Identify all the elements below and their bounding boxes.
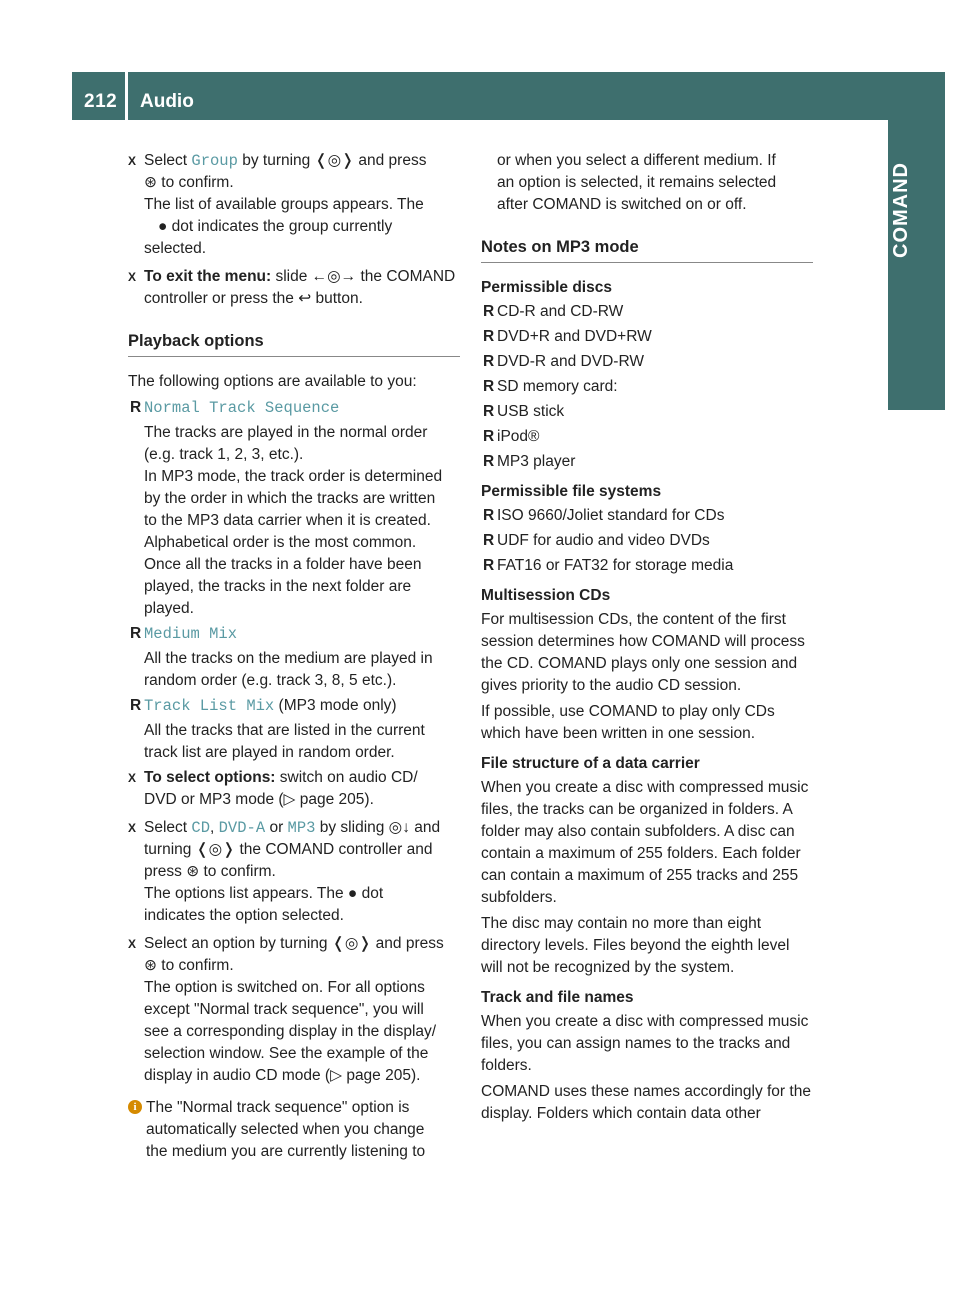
left-column bbox=[128, 150, 460, 1163]
section-title: Audio bbox=[140, 91, 194, 112]
step-arrow-icon: X bbox=[128, 771, 137, 785]
step-arrow-icon: X bbox=[128, 821, 137, 835]
option-medium-desc: All the tracks on the medium are played in random order (e.g. track 3, 8, 5 etc.). bbox=[144, 650, 433, 689]
step-arrow-icon: X bbox=[128, 937, 137, 951]
right-column bbox=[481, 150, 813, 1129]
step-select-option: X Select an option by turning ❬◎❭ and press ⊛ to confirm. The option is switched on. For all options except "Normal track sequence", you will see a corresponding display in the display/ selection window. See the example of the display in audio CD mode (▷ page 205). bbox=[128, 935, 444, 1084]
heading-track-names: Track and file names bbox=[481, 989, 634, 1006]
option-medium-mix: R Medium Mix bbox=[130, 625, 238, 643]
step-exit-menu: X To exit the menu: slide ←◎→ the COMAND controller or press the ↩ button. bbox=[128, 268, 456, 307]
list-item: R CD-R and CD-RW bbox=[483, 303, 624, 320]
step-arrow-icon: X bbox=[128, 154, 137, 168]
heading-file-structure: File structure of a data carrier bbox=[481, 755, 700, 772]
page-header-bar bbox=[72, 72, 888, 120]
list-item: R SD memory card: bbox=[483, 378, 618, 395]
side-tab-label: COMAND bbox=[890, 162, 912, 258]
info-icon: i bbox=[128, 1100, 142, 1114]
list-item: R DVD-R and DVD-RW bbox=[483, 353, 644, 370]
structure-text-2: The disc may contain no more than eight directory levels. Files beyond the eighth level will not be recognized by the system. bbox=[481, 915, 790, 976]
multisession-text-2: If possible, use COMAND to play only CDs which have been written in one session. bbox=[481, 703, 775, 742]
multisession-text-1: For multisession CDs, the content of the first session determines how COMAND will process the CD. COMAND plays only one session and gives priority to the audio CD session. bbox=[481, 611, 805, 694]
continued-text: or when you select a different medium. If an option is selected, it remains selected after COMAND is switched on or off. bbox=[497, 152, 777, 213]
step-select-mode: X Select CD, DVD-A or MP3 by sliding ◎↓ and turning ❬◎❭ the COMAND controller and press ⊛ to confirm. The options list appears. The ● dot indicates the option selected. bbox=[128, 819, 441, 924]
option-normal-desc: The tracks are played in the normal order (e.g. track 1, 2, 3, etc.). In MP3 mode, the track order is determined by the order in which the tracks are written to the MP3 data carrier when it is created. Alphabetical order is the most common. Once all the tracks in a folder have been played, the tracks in the next folder are played. bbox=[144, 424, 443, 617]
discs-list bbox=[481, 301, 813, 473]
page-number: 212 bbox=[84, 91, 118, 112]
step-arrow-icon: X bbox=[128, 270, 137, 284]
names-text-2: COMAND uses these names accordingly for the display. Folders which contain data other bbox=[481, 1083, 811, 1122]
fs-list bbox=[481, 505, 813, 577]
list-item: R MP3 player bbox=[483, 453, 576, 470]
heading-permissible-discs: Permissible discs bbox=[481, 279, 612, 296]
heading-multisession: Multisession CDs bbox=[481, 587, 611, 604]
heading-mp3-mode: Notes on MP3 mode bbox=[481, 236, 813, 263]
names-text-1: When you create a disc with compressed music files, you can assign names to the tracks and folders. bbox=[481, 1013, 809, 1074]
structure-text-1: When you create a disc with compressed music files, the tracks can be organized in folders. A folder may also contain subfolders. A disc can contain a maximum of 255 folders. Each folder can contain a maximum of 255 tracks and 255 subfolders. bbox=[481, 779, 809, 906]
option-track-list-desc: All the tracks that are listed in the current track list are played in random order. bbox=[144, 722, 425, 761]
heading-playback-options: Playback options bbox=[128, 330, 460, 357]
step-select-group: X Select Group by turning ❬◎❭ and press ⊛ to confirm. The list of available groups appears. The ● dot indicates the group currently selected. bbox=[128, 152, 427, 257]
header-divider bbox=[125, 72, 128, 120]
info-note: i The "Normal track sequence" option is automatically selected when you change the medium you are currently listening to bbox=[128, 1097, 460, 1163]
list-item: R USB stick bbox=[483, 403, 565, 420]
list-item: R UDF for audio and video DVDs bbox=[483, 532, 710, 549]
option-track-list-mix: R Track List Mix (MP3 mode only) bbox=[130, 697, 397, 715]
code-group: Group bbox=[191, 152, 238, 170]
list-item: R FAT16 or FAT32 for storage media bbox=[483, 557, 734, 574]
list-item: R iPod® bbox=[483, 428, 540, 445]
list-item: R ISO 9660/Joliet standard for CDs bbox=[483, 507, 725, 524]
option-normal-track: R Normal Track Sequence bbox=[130, 399, 340, 417]
step-select-options: X To select options: switch on audio CD/ DVD or MP3 mode (▷ page 205). bbox=[128, 769, 418, 808]
list-item: R DVD+R and DVD+RW bbox=[483, 328, 652, 345]
intro-text: The following options are available to you: bbox=[128, 373, 417, 390]
heading-file-systems: Permissible file systems bbox=[481, 483, 662, 500]
